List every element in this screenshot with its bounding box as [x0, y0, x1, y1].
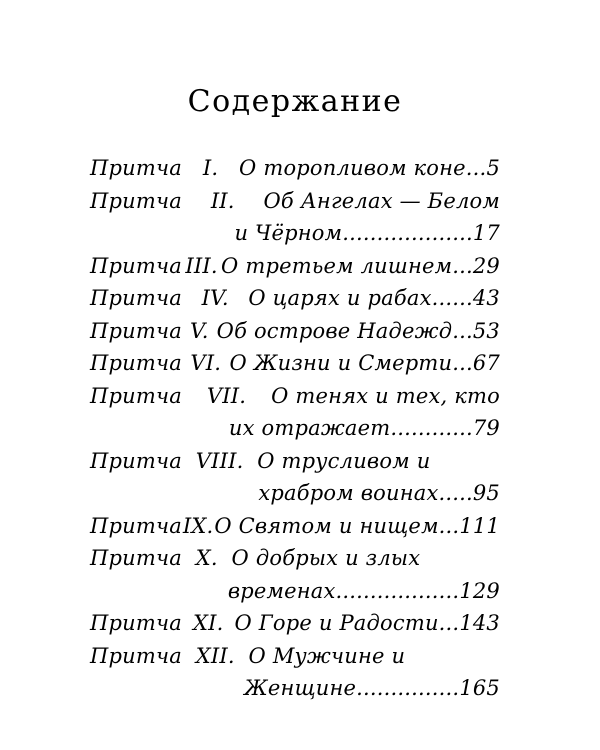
toc-entry-numeral: II. — [210, 188, 235, 213]
toc-entry — [90, 607, 500, 640]
toc-entry-numeral: XII. — [195, 643, 235, 668]
toc-entry — [90, 347, 500, 380]
toc-entry-text: О Святом и нищем... — [214, 513, 460, 538]
toc-entry-word: Притча — [90, 383, 182, 408]
toc-entry-text-page — [221, 250, 500, 283]
toc-entry-word: Притча — [90, 513, 182, 538]
toc-entry — [90, 250, 500, 283]
toc-title: Содержание — [187, 84, 403, 119]
toc-entry — [90, 152, 500, 185]
toc-entry-word: Притча — [90, 156, 182, 180]
toc-entry-text-page — [239, 152, 500, 185]
toc-entry-line — [90, 607, 500, 640]
toc-entry-page: 5 — [486, 156, 500, 180]
toc-entry-cont-text: их отражает............ — [228, 416, 473, 440]
toc-entry-word: Притча — [90, 448, 182, 473]
toc-entry-line — [90, 347, 500, 380]
toc-entry-word: Притча — [90, 253, 182, 278]
toc-entry — [90, 185, 500, 250]
toc-entry — [90, 510, 500, 543]
toc-entry-text: О тенях и тех, кто — [271, 383, 500, 408]
toc-entry-text: Об острове Надежд... — [216, 318, 473, 343]
toc-entry-word: Притча — [90, 546, 182, 570]
toc-entry-text: О царях и рабах...... — [248, 286, 473, 310]
toc-entry-text-page — [248, 282, 500, 315]
toc-entry-numeral: IV. — [201, 286, 229, 310]
toc-entry-line — [90, 282, 500, 315]
toc-entry-word: Притча — [90, 286, 182, 310]
toc-entry — [90, 640, 500, 705]
toc-entry-numeral: VII. — [206, 383, 247, 408]
toc-entry-cont-text: и Чёрном................... — [234, 221, 473, 245]
toc-entry-text: О третьем лишнем... — [221, 253, 473, 278]
toc-entry-word: Притча — [90, 351, 182, 375]
toc-entry-numeral: V. — [190, 318, 209, 343]
toc-entry-text: О Горе и Радости... — [234, 611, 460, 635]
toc-entry-numeral: VIII. — [195, 448, 244, 473]
toc-entry-page: 29 — [472, 253, 500, 278]
toc-entry-text: Об Ангелах — Белом — [263, 188, 500, 213]
toc-entry-line — [90, 445, 500, 478]
toc-entry-page: 143 — [459, 611, 500, 635]
toc-entry — [90, 445, 500, 510]
toc-entry-numeral: III. — [185, 253, 218, 278]
toc-entry-line — [90, 185, 500, 218]
toc-entry-page: 129 — [459, 578, 500, 603]
toc-entry-continuation — [90, 575, 500, 608]
toc-entry-numeral: XI. — [192, 611, 224, 635]
toc-entry-page: 67 — [472, 351, 500, 375]
toc-entry-line — [90, 542, 500, 575]
toc-entry-line — [90, 380, 500, 413]
toc-entry-text-page — [230, 347, 500, 380]
toc-entry-word: Притча — [90, 643, 182, 668]
toc-entry-line — [90, 250, 500, 283]
toc-entry-line — [90, 315, 500, 348]
toc-entry-numeral: IX. — [182, 513, 214, 538]
toc-entry-page: 165 — [459, 676, 500, 700]
toc-entry-page: 95 — [472, 481, 500, 505]
toc-entry-numeral: I. — [202, 156, 219, 180]
toc-entry — [90, 315, 500, 348]
toc-entry-line — [90, 152, 500, 185]
toc-entry-continuation — [90, 477, 500, 510]
toc-entry-text: О Жизни и Смерти... — [229, 351, 473, 375]
toc-entry-text: О торопливом коне... — [239, 156, 487, 180]
toc-entry-cont-text: временах.................. — [227, 578, 460, 603]
toc-entry-text: О добрых и злых — [231, 546, 421, 570]
toc-entry-continuation — [90, 412, 500, 445]
toc-entry-word: Притча — [90, 611, 182, 635]
toc-entry-continuation — [90, 217, 500, 250]
toc-entry-text-page — [214, 510, 500, 543]
toc-entry-page: 53 — [472, 318, 500, 343]
toc-entry — [90, 542, 500, 607]
toc-entry-word: Притча — [90, 318, 182, 343]
toc-entry — [90, 380, 500, 445]
toc-entry-cont-text: Женщине............... — [244, 676, 460, 700]
toc-entry — [90, 282, 500, 315]
toc-entry-cont-text: храбром воинах..... — [258, 481, 473, 505]
toc-entry-word: Притча — [90, 188, 182, 213]
toc-entry-line — [90, 510, 500, 543]
toc-entry-numeral: VI. — [190, 351, 222, 375]
toc-entry-text-page — [234, 607, 500, 640]
toc-entry-page: 111 — [459, 513, 500, 538]
toc-entry-text: О Мужчине и — [248, 643, 406, 668]
toc-entry-page: 17 — [472, 221, 500, 245]
toc-entry-numeral: X. — [195, 546, 218, 570]
toc-entry-page: 79 — [472, 416, 500, 440]
toc-entry-text: О трусливом и — [257, 448, 431, 473]
toc-entry-text-page — [217, 315, 500, 348]
toc-entry-page: 43 — [472, 286, 500, 310]
toc-entry-continuation — [90, 672, 500, 705]
toc-list — [90, 152, 500, 705]
toc-entry-line — [90, 640, 500, 673]
